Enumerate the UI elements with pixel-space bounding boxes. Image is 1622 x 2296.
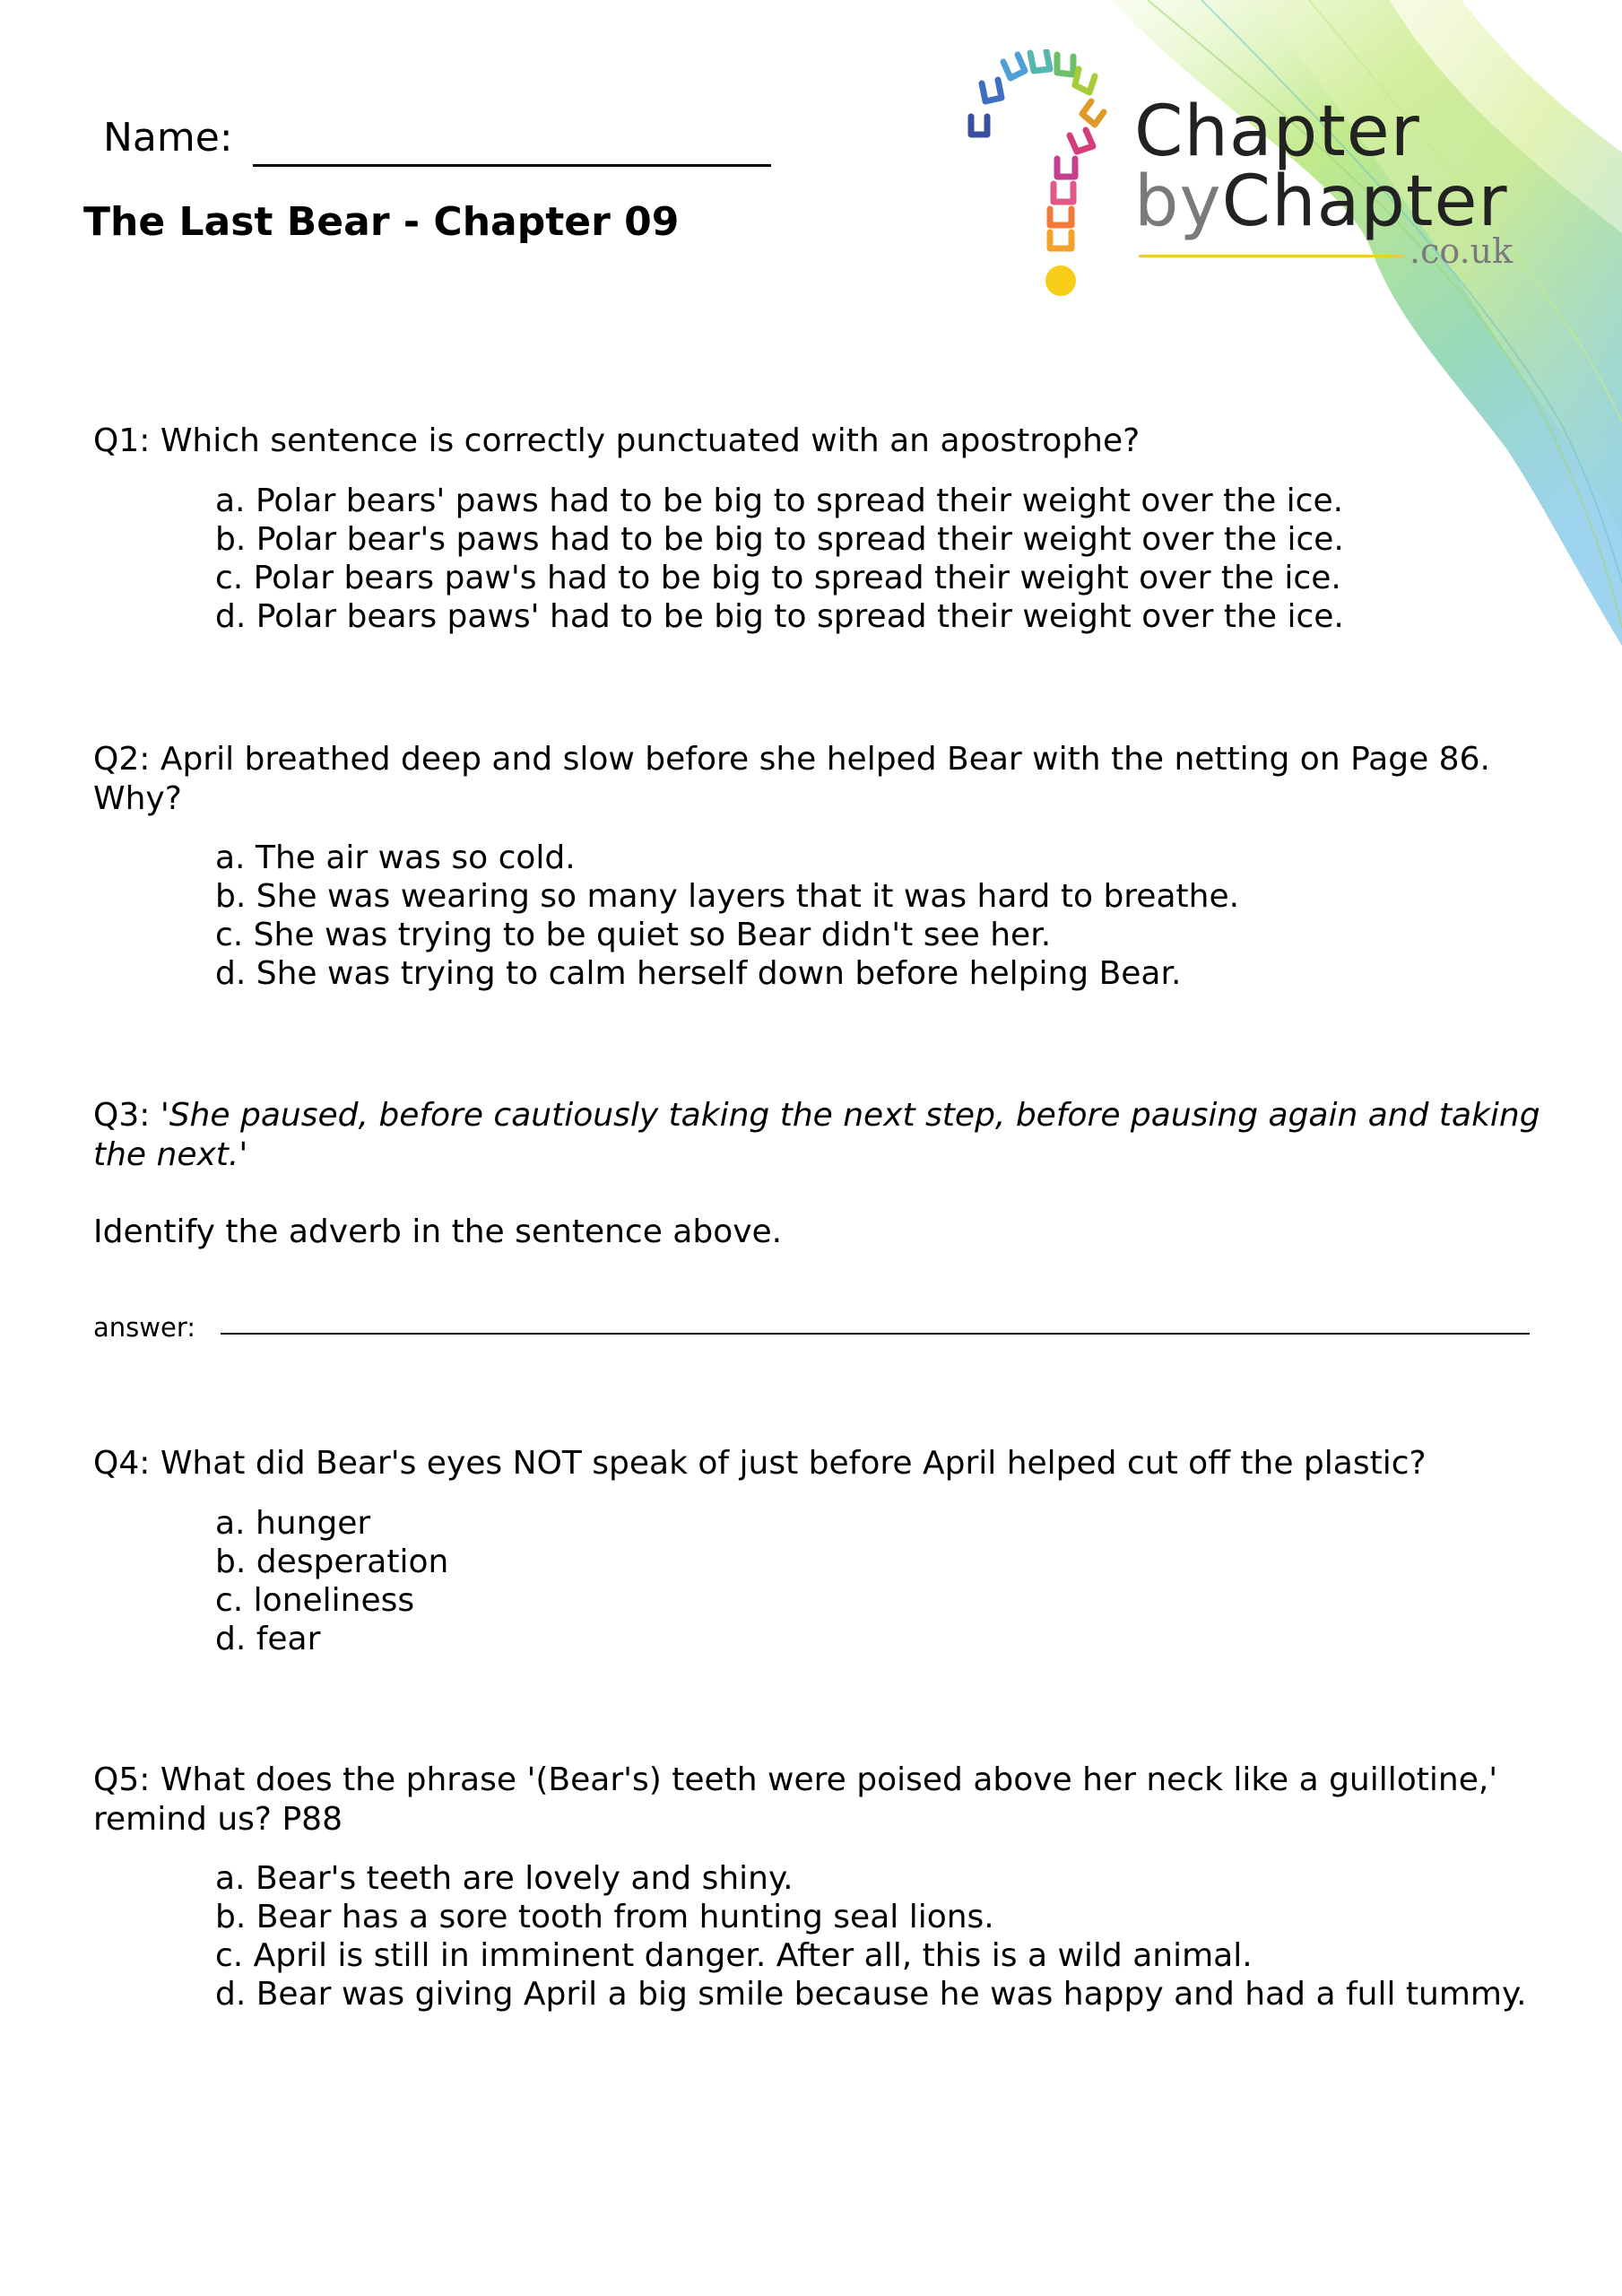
q2-option-a[interactable]: a. The air was so cold. — [215, 839, 576, 876]
answer-label: answer: — [93, 1312, 196, 1343]
q5-option-a[interactable]: a. Bear's teeth are lovely and shiny. — [215, 1860, 794, 1897]
question-1-options — [215, 482, 1533, 636]
q4-option-d[interactable]: d. fear — [215, 1621, 321, 1657]
question-2: Q2: April breathed deep and slow before she helped Bear with the netting on Page 86. Why? — [93, 741, 1490, 817]
name-answer-line[interactable] — [253, 164, 771, 167]
question-3 — [93, 1096, 1546, 1175]
q2-option-c[interactable]: c. She was trying to be quiet so Bear didn't see her. — [215, 917, 1052, 953]
q1-option-c[interactable]: c. Polar bears paw's had to be big to spread their weight over the ice. — [215, 560, 1341, 596]
brand-name-by-chapter — [1134, 161, 1508, 242]
question-3-quote: 'She paused, before cautiously taking the next step, before pausing again and taking the next.' — [93, 1097, 1540, 1173]
brand-underline — [1139, 255, 1403, 257]
q4-option-a[interactable]: a. hunger — [215, 1505, 371, 1542]
question-1: Q1: Which sentence is correctly punctuated with an apostrophe? — [93, 422, 1141, 459]
worksheet-title: The Last Bear - Chapter 09 — [83, 199, 680, 245]
q2-option-b[interactable]: b. She was wearing so many layers that it was hard to breathe. — [215, 878, 1240, 915]
name-label: Name: — [103, 115, 233, 161]
question-5: Q5: What does the phrase '(Bear's) teeth were poised above her neck like a guillotine,' remind us? P88 — [93, 1761, 1498, 1838]
q2-option-d[interactable]: d. She was trying to calm herself down before helping Bear. — [215, 955, 1182, 992]
question-4-options — [215, 1504, 1533, 1658]
brand-domain: .co.uk — [1409, 231, 1514, 271]
question-4: Q4: What did Bear's eyes NOT speak of just before April helped cut off the plastic? — [93, 1445, 1427, 1482]
brand-chapter: Chapter — [1221, 161, 1508, 242]
answer-line[interactable] — [221, 1333, 1530, 1335]
books-question-mark-icon — [964, 49, 1125, 309]
q1-option-a[interactable]: a. Polar bears' paws had to be big to spread their weight over the ice. — [215, 483, 1344, 519]
q1-option-d[interactable]: d. Polar bears paws' had to be big to spread their weight over the ice. — [215, 598, 1344, 635]
q4-option-b[interactable]: b. desperation — [215, 1544, 449, 1580]
brand-name-chapter: Chapter — [1134, 91, 1420, 172]
q5-option-c[interactable]: c. April is still in imminent danger. After all, this is a wild animal. — [215, 1937, 1253, 1974]
question-2-options — [215, 839, 1533, 993]
question-5-options — [215, 1859, 1533, 2013]
question-3-instruction: Identify the adverb in the sentence above. — [93, 1213, 783, 1250]
brand-by: by — [1134, 161, 1222, 242]
q1-option-b[interactable]: b. Polar bear's paws had to be big to spread their weight over the ice. — [215, 521, 1344, 558]
question-3-prefix: Q3: — [93, 1097, 160, 1134]
q5-option-d[interactable]: d. Bear was giving April a big smile because he was happy and had a full tummy. — [215, 1976, 1527, 2013]
q4-option-c[interactable]: c. loneliness — [215, 1582, 415, 1619]
q5-option-b[interactable]: b. Bear has a sore tooth from hunting seal lions. — [215, 1899, 994, 1935]
